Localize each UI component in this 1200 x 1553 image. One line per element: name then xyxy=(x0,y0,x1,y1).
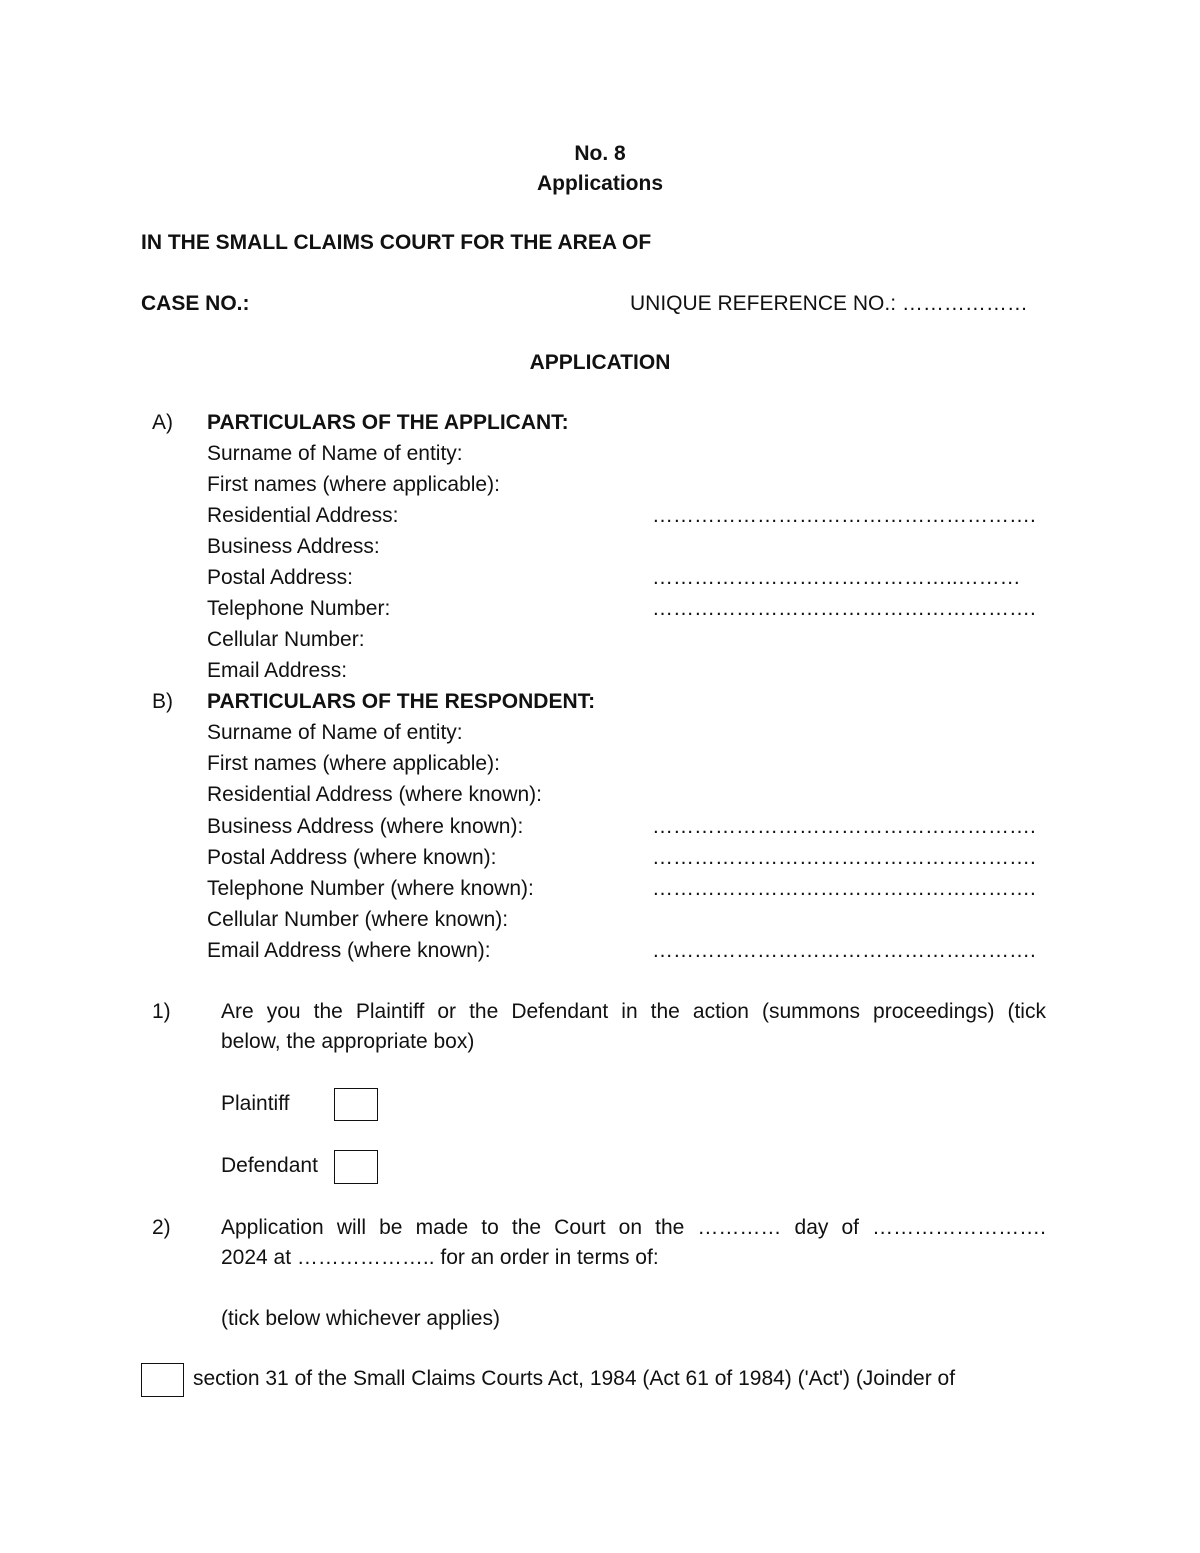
question-2-word: day xyxy=(794,1216,829,1239)
respondent-heading: PARTICULARS OF THE RESPONDENT: xyxy=(207,690,596,713)
question-1-number: 1) xyxy=(152,1000,171,1023)
respondent-telephone-label: Telephone Number (where known): xyxy=(207,877,534,900)
question-1-text-line-2: below, the appropriate box) xyxy=(221,1030,475,1053)
question-1-word: in xyxy=(621,1000,638,1023)
respondent-email-field[interactable]: ………………………………………………. xyxy=(652,939,1036,962)
question-2-text-line-2: 2024 at ……………….. for an order in terms of: xyxy=(221,1246,659,1269)
question-1-word: you xyxy=(266,1000,301,1023)
applicant-residential-label: Residential Address: xyxy=(207,504,399,527)
question-1-word: Plaintiff xyxy=(355,1000,425,1023)
question-2-text-line-1 xyxy=(221,1215,1046,1241)
question-1-word: or xyxy=(437,1000,457,1023)
question-2-word: be xyxy=(379,1216,403,1239)
respondent-surname-label: Surname of Name of entity: xyxy=(207,721,463,744)
applicant-telephone-label: Telephone Number: xyxy=(207,597,391,620)
section-31-text: section 31 of the Small Claims Courts Act, 1984 (Act 61 of 1984) ('Act') (Joinder of xyxy=(193,1367,956,1390)
court-line: IN THE SMALL CLAIMS COURT FOR THE AREA OF xyxy=(141,231,652,254)
question-2-word: ………… xyxy=(697,1216,782,1239)
unique-reference-label: UNIQUE REFERENCE NO.: ……………… xyxy=(630,292,1028,315)
applicant-residential-field[interactable]: ………………………………………………. xyxy=(652,504,1036,527)
question-2-word: made xyxy=(415,1216,469,1239)
question-1-word: the xyxy=(650,1000,680,1023)
question-1-word: Defendant xyxy=(511,1000,609,1023)
question-2-word: the xyxy=(511,1216,542,1239)
question-1-word: (tick xyxy=(1007,1000,1046,1023)
question-2-word: to xyxy=(481,1216,499,1239)
form-title: Applications xyxy=(536,172,663,195)
section-a-marker: A) xyxy=(152,411,173,434)
question-1-word: Are xyxy=(221,1000,254,1023)
respondent-cellular-label: Cellular Number (where known): xyxy=(207,908,509,931)
respondent-residential-label: Residential Address (where known): xyxy=(207,783,542,806)
question-2-word: of xyxy=(841,1216,860,1239)
question-1-word: the xyxy=(313,1000,343,1023)
respondent-first-names-label: First names (where applicable): xyxy=(207,752,500,775)
question-1-word: the xyxy=(469,1000,499,1023)
applicant-postal-field[interactable]: ……………………………………..……… xyxy=(652,566,1021,589)
question-2-word: ……………………. xyxy=(872,1216,1046,1239)
applicant-heading: PARTICULARS OF THE APPLICANT: xyxy=(207,411,569,434)
respondent-business-label: Business Address (where known): xyxy=(207,815,524,838)
plaintiff-checkbox[interactable] xyxy=(334,1088,378,1121)
respondent-postal-label: Postal Address (where known): xyxy=(207,846,497,869)
section-31-checkbox[interactable] xyxy=(141,1363,184,1397)
question-2-instruction: (tick below whichever applies) xyxy=(221,1307,500,1330)
question-2-number: 2) xyxy=(152,1216,171,1239)
respondent-email-label: Email Address (where known): xyxy=(207,939,491,962)
case-no-label: CASE NO.: xyxy=(141,292,250,315)
defendant-checkbox[interactable] xyxy=(334,1150,378,1184)
applicant-business-label: Business Address: xyxy=(207,535,380,558)
plaintiff-label: Plaintiff xyxy=(221,1092,290,1115)
document-title: APPLICATION xyxy=(529,351,671,374)
applicant-cellular-label: Cellular Number: xyxy=(207,628,365,651)
question-1-word: proceedings) xyxy=(873,1000,995,1023)
question-1-word: action xyxy=(692,1000,749,1023)
question-2-word: on xyxy=(618,1216,642,1239)
applicant-telephone-field[interactable]: ………………………………………………. xyxy=(652,597,1036,620)
defendant-label: Defendant xyxy=(221,1154,318,1177)
applicant-postal-label: Postal Address: xyxy=(207,566,353,589)
question-2-word: the xyxy=(655,1216,685,1239)
applicant-surname-label: Surname of Name of entity: xyxy=(207,442,463,465)
applicant-email-label: Email Address: xyxy=(207,659,348,682)
section-b-marker: B) xyxy=(152,690,173,713)
question-2-word: will xyxy=(336,1216,367,1239)
respondent-business-field[interactable]: ………………………………………………. xyxy=(652,815,1036,838)
question-1-word: (summons xyxy=(761,1000,861,1023)
question-2-word: Court xyxy=(554,1216,606,1239)
respondent-telephone-field[interactable]: ………………………………………………. xyxy=(652,877,1036,900)
applicant-first-names-label: First names (where applicable): xyxy=(207,473,500,496)
question-1-text-line-1 xyxy=(221,999,1046,1025)
respondent-postal-field[interactable]: ………………………………………………. xyxy=(652,846,1036,869)
question-2-word: Application xyxy=(221,1216,324,1239)
form-number: No. 8 xyxy=(574,142,626,165)
